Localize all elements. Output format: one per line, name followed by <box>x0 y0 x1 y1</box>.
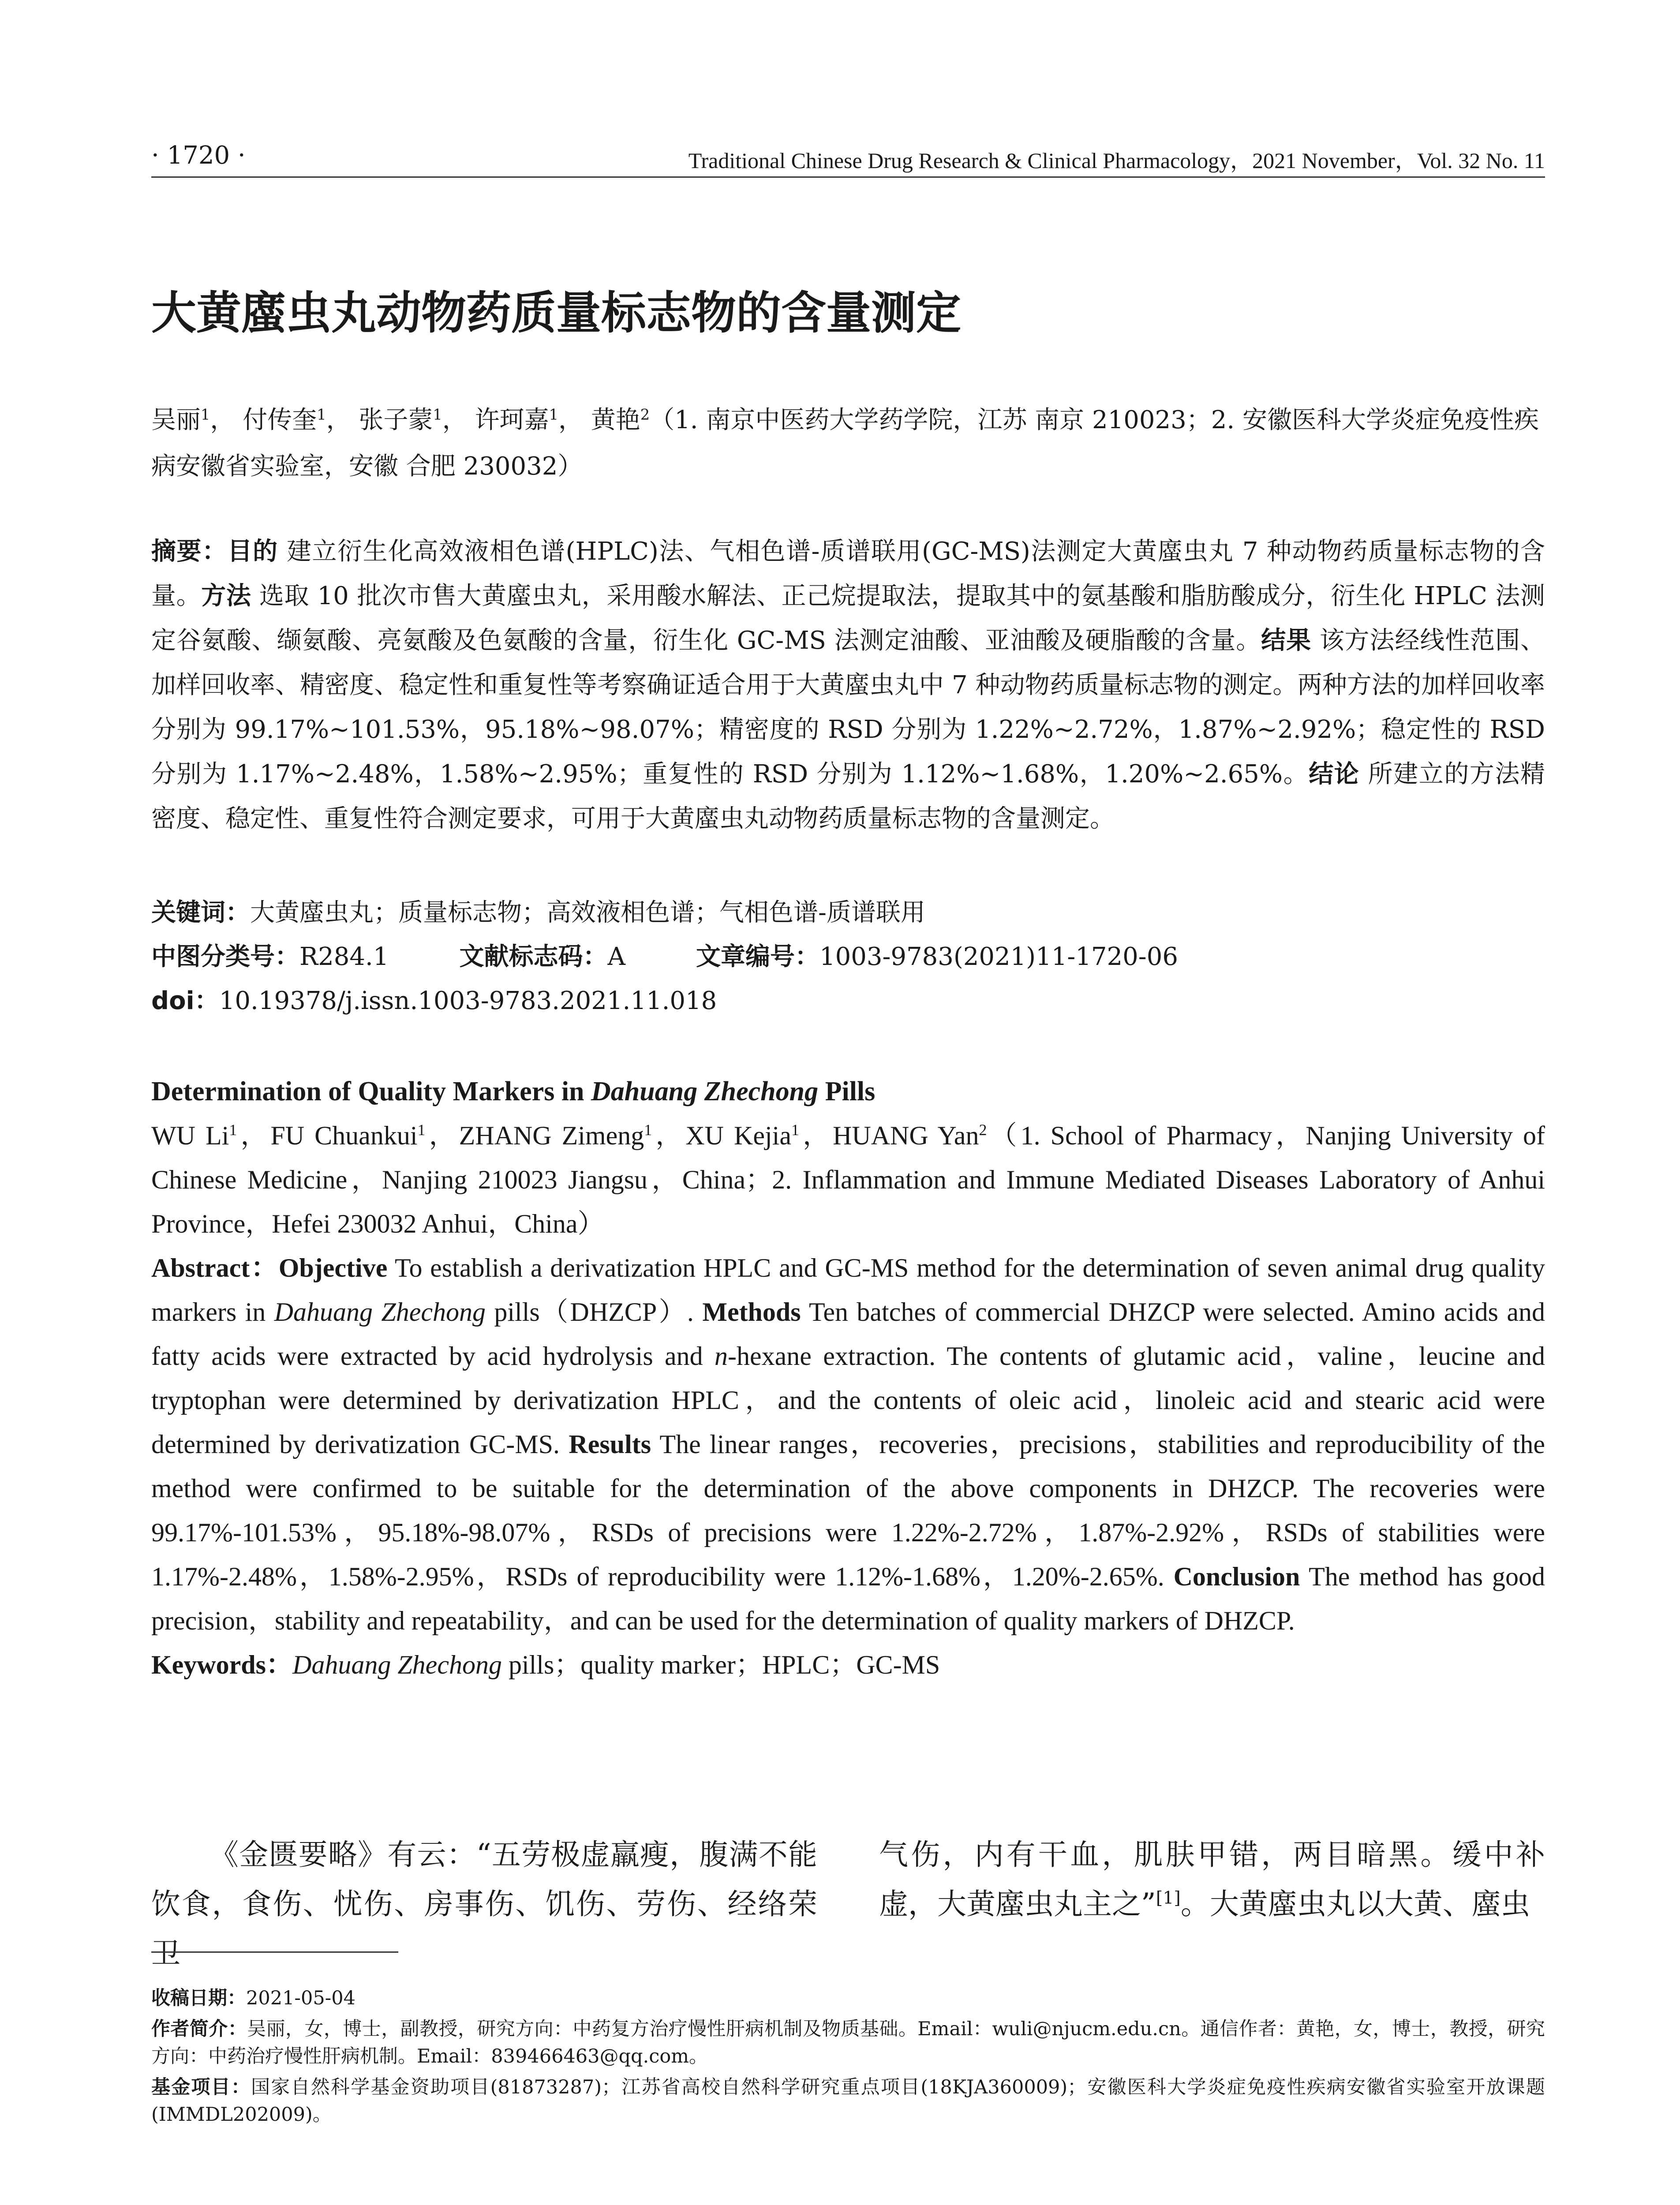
body-right-text: 气伤，内有干血，肌肤甲错，两目暗黑。缓中补虚，大黄䗪虫丸主之” <box>879 1838 1545 1921</box>
abstract-cn <box>151 529 1545 841</box>
objective-en-text: To establish a derivatization HPLC and GC-MS method for the determination of seven animal drug quality markers in <box>151 1253 1545 1327</box>
doi-label: doi： <box>151 987 219 1015</box>
article-number-value: 1003-9783(2021)11-1720-06 <box>819 942 1178 971</box>
keywords-en-label: Keywords： <box>151 1650 292 1679</box>
conclusion-en-text: The method has good precision，stability and repeatability，and can be used for the determination of quality markers of DHZCP. <box>151 1562 1545 1635</box>
affiliation-mark: 1 <box>317 406 326 423</box>
received-date: 2021-05-04 <box>246 1987 355 2009</box>
author-name-en: FU Chuankui <box>270 1121 418 1150</box>
methods-label: 方法 <box>201 582 251 610</box>
running-header <box>151 132 1545 178</box>
author-name: 张子蒙 <box>359 406 433 434</box>
author-name: 吴丽 <box>151 406 201 434</box>
author-name-en: XU Kejia <box>685 1121 791 1150</box>
affiliation-mark: 1 <box>417 1121 426 1139</box>
title-en-italic: Dahuang Zhechong <box>591 1076 819 1106</box>
doc-code-value: A <box>607 942 625 971</box>
affiliations-cn: （1. 南京中医药大学药学院，江苏 南京 210023；2. 安徽医科大学炎症免疫性疾病安徽省实验室，安徽 合肥 230032） <box>151 406 1539 481</box>
citation-ref: [1] <box>1156 1888 1181 1908</box>
objective-label: 目的 <box>227 537 278 566</box>
footnote-received <box>151 1984 1545 2012</box>
conclusion-text: 所建立的方法精密度、稳定性、重复性符合测定要求，可用于大黄䗪虫丸动物药质量标志物的含量测定。 <box>151 760 1545 833</box>
affiliation-mark: 1 <box>791 1121 799 1139</box>
fund-text: 国家自然科学基金资助项目(81873287)；江苏省高校自然科学研究重点项目(18KJA360009)；安徽医科大学炎症免疫性疾病安徽省实验室开放课题(IMMDL202009)。 <box>151 2076 1545 2126</box>
objective-en-tail: pills（DHZCP）. <box>486 1297 703 1327</box>
keywords-text: 大黄䗪虫丸；质量标志物；高效液相色谱；气相色谱-质谱联用 <box>250 898 925 927</box>
objective-en-label: Objective <box>278 1253 388 1282</box>
keywords-en-text: pills；quality marker；HPLC；GC-MS <box>501 1650 940 1679</box>
objective-en-italic: Dahuang Zhechong <box>274 1297 486 1327</box>
clc-value: R284.1 <box>299 942 389 971</box>
affiliation-mark: 1 <box>433 406 442 423</box>
conclusion-label: 结论 <box>1309 760 1360 789</box>
article-number-label: 文章编号： <box>696 942 819 971</box>
methods-en-tail: -hexane extraction. The contents of glutamic acid，valine，leucine and tryptophan were determined by derivatization HPLC，and the contents of oleic acid，linoleic acid and stearic acid were determined by derivatization GC-MS. <box>151 1342 1545 1459</box>
keywords-cn <box>151 893 925 928</box>
article-title-cn: 大黄䗪虫丸动物药质量标志物的含量测定 <box>151 287 961 340</box>
keywords-en-italic: Dahuang Zhechong <box>292 1650 502 1679</box>
author-name-en: HUANG Yan <box>833 1121 979 1150</box>
author-name: 黄艳 <box>591 406 640 434</box>
english-abstract-block <box>151 1069 1545 1687</box>
affiliation-mark: 1 <box>229 1121 237 1139</box>
affiliation-mark: 2 <box>979 1121 987 1139</box>
doc-code-label: 文献标志码： <box>459 942 608 971</box>
footnote-fund <box>151 2074 1545 2128</box>
author-name: 付传奎 <box>243 406 317 434</box>
title-en-tail: Pills <box>818 1076 876 1106</box>
received-label: 收稿日期： <box>151 1987 246 2009</box>
journal-citation: Traditional Chinese Drug Research & Clinical Pharmacology，2021 November，Vol. 32 No. 11 <box>688 148 1545 173</box>
methods-en-text: Ten batches of commercial DHZCP were selected. Amino acids and fatty acids were extracted by acid hydrolysis and <box>151 1297 1545 1371</box>
affiliation-mark: 1 <box>644 1121 652 1139</box>
footnotes <box>151 1984 1545 2132</box>
footnote-author <box>151 2015 1545 2070</box>
results-en-text: The linear ranges，recoveries，precisions，stabilities and reproducibility of the method were confirmed to be suitable for the determination of the above components in DHZCP. The recoveries were 99.17%-101.53%，95.18%-98.07%，RSDs of precisions were 1.22%-2.72%，1.87%-2.92%，RSDs of stabilities were 1.17%-2.48%，1.58%-2.95%，RSDs of reproducibility were 1.12%-1.68%，1.20%-2.65%. <box>151 1430 1545 1591</box>
author-name-en: ZHANG Zimeng <box>459 1121 644 1150</box>
methods-en-italic: n <box>714 1342 728 1371</box>
clc-label: 中图分类号： <box>151 942 299 971</box>
affiliations-en: （1. School of Pharmacy，Nanjing University of Chinese Medicine，Nanjing 210023 Jiangsu，China；2. Inflammation and Immune Mediated Diseases Laboratory of Anhui Province，Hefei 230032 Anhui，China） <box>151 1121 1545 1238</box>
abstract-label: 摘要： <box>151 537 228 566</box>
author-bio-label: 作者简介： <box>151 2018 247 2040</box>
authors-affiliations-cn: 吴丽$^1$， 付传奎$^1$， 张子蒙$^1$， 许珂嘉$^1$， 黄艳$^2$（1. 南京中医药大学药学院，江苏 南京 210023；2. 安徽医科大学炎症免疫性疾病安徽省实验室，安徽 合肥 230032） <box>151 406 1539 481</box>
keywords-label: 关键词： <box>151 898 250 927</box>
affiliation-mark: 1 <box>201 406 210 423</box>
results-label: 结果 <box>1261 626 1311 655</box>
methods-text: 选取 10 批次市售大黄䗪虫丸，采用酸水解法、正己烷提取法，提取其中的氨基酸和脂肪酸成分，衍生化 HPLC 法测定谷氨酸、缬氨酸、亮氨酸及色氨酸的含量，衍生化 GC-MS 法测定油酸、亚油酸及硬脂酸的含量。 <box>151 582 1545 655</box>
title-en-text: Determination of Quality Markers in <box>151 1076 591 1106</box>
affiliation-mark: 1 <box>549 406 558 423</box>
doi-line <box>151 981 717 1017</box>
body-right-tail: 。大黄䗪虫丸以大黄、䗪虫 <box>1180 1887 1530 1921</box>
authors-affiliations-en: WU Li$^1$，FU Chuankui$^1$，ZHANG Zimeng$^1$，XU Kejia$^1$，HUANG Yan$^2$（1. School of Pharmacy，Nanjing University of Chinese Medicine，Nanjing 210023 Jiangsu，China；2. Inflammation and Immune Mediated Diseases Laboratory of Anhui Province，Hefei 230032 Anhui，China） <box>151 1121 1545 1238</box>
page-number: · 1720 · <box>151 141 246 170</box>
author-name-en: WU Li <box>151 1121 229 1150</box>
article-title-en <box>151 1069 1545 1114</box>
affiliation-mark: 2 <box>640 406 650 423</box>
results-en-label: Results <box>569 1430 651 1459</box>
conclusion-en-label: Conclusion <box>1173 1562 1300 1591</box>
body-column-left: 《金匮要略》有云：“五劳极虚羸瘦，腹满不能饮食，食伤、忧伤、房事伤、饥伤、劳伤、经络荣卫 <box>151 1838 817 1970</box>
body-column-right <box>879 1830 1545 1929</box>
footnote-divider <box>151 1951 398 1953</box>
classification-line <box>151 937 1178 972</box>
abstract-en-label: Abstract： <box>151 1253 279 1282</box>
objective-text: 建立衍生化高效液相色谱(HPLC)法、气相色谱-质谱联用(GC-MS)法测定大黄䗪虫丸 7 种动物药质量标志物的含量。 <box>151 537 1545 610</box>
fund-label: 基金项目： <box>151 2076 251 2098</box>
methods-en-label: Methods <box>702 1297 801 1327</box>
abstract-en <box>151 1246 1545 1643</box>
author-name: 许珂嘉 <box>475 406 549 434</box>
doi-value: 10.19378/j.issn.1003-9783.2021.11.018 <box>219 987 717 1015</box>
author-bio-text: 吴丽，女，博士，副教授，研究方向：中药复方治疗慢性肝病机制及物质基础。Email：wuli@njucm.edu.cn。通信作者：黄艳，女，博士，教授，研究方向：中药治疗慢性肝病机制。Email：839466463@qq.com。 <box>151 2018 1545 2067</box>
results-text: 该方法经线性范围、加样回收率、精密度、稳定性和重复性等考察确证适合用于大黄䗪虫丸中 7 种动物药质量标志物的测定。两种方法的加样回收率分别为 99.17%~101.53%，95.18%~98.07%；精密度的 RSD 分别为 1.22%~2.72%，1.87%~2.92%；稳定性的 RSD 分别为 1.17%~2.48%，1.58%~2.95%；重复性的 RSD 分别为 1.12%~1.68%，1.20%~2.65%。 <box>151 626 1545 789</box>
keywords-en <box>151 1643 1545 1687</box>
